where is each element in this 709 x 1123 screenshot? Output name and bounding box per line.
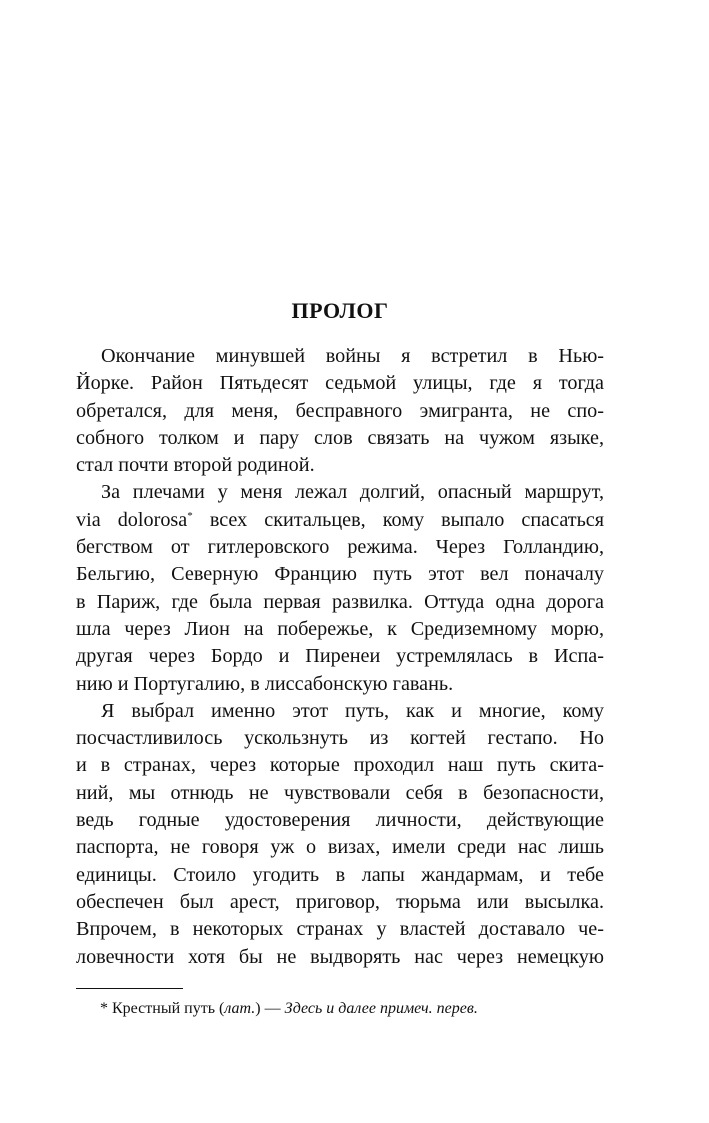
paragraph-2-line-5: в Париж, где была первая развилка. Оттуда одна дорога xyxy=(76,590,604,613)
paragraph-3-line-3: и в странах, через которые проходил наш путь скита- xyxy=(76,754,604,777)
paragraph-3-line-4: ний, мы отнюдь не чувствовали себя в безопасности, xyxy=(76,781,604,804)
footnote-divider xyxy=(76,988,183,989)
paragraph-1-line-4: собного толком и пару слов связать на чужом языке, xyxy=(76,426,604,449)
paragraph-2-line-4: Бельгию, Северную Францию путь этот вел поначалу xyxy=(76,563,604,586)
paragraph-3-line-6: паспорта, не говоря уж о визах, имели среди нас лишь xyxy=(76,836,604,859)
paragraph-3-line-5: ведь годные удостоверения личности, действующие xyxy=(76,809,604,832)
footnote-paren-open: ( xyxy=(219,1000,225,1017)
paragraph-2-line-8: нию и Португалию, в лиссабонскую гавань. xyxy=(76,672,454,695)
latin-phrase: via dolorosa xyxy=(76,508,188,531)
paragraph-2-line-3: бегством от гитлеровского режима. Через Голландию, xyxy=(76,536,604,559)
paragraph-3-line-10: ловечности хотя бы не выдворять нас через немецкую xyxy=(76,945,604,968)
paragraph-2-line-1: За плечами у меня лежал долгий, опасный маршрут, xyxy=(101,481,604,504)
body-text xyxy=(76,343,604,971)
footnote-paren-close: ) xyxy=(255,1000,261,1017)
paragraph-1-line-2: Йорке. Район Пятьдесят седьмой улицы, где я тогда xyxy=(76,372,604,395)
paragraph-3-line-7: единицы. Стоило угодить в лапы жандармам, и тебе xyxy=(76,863,604,886)
paragraph-3-line-1: Я выбрал именно этот путь, как и многие, кому xyxy=(101,699,604,722)
footnote xyxy=(100,998,478,1020)
paragraph-1-line-3: обретался, для меня, бесправного эмигранта, не спо- xyxy=(76,399,604,422)
chapter-title: ПРОЛОГ xyxy=(291,298,389,323)
footnote-marker[interactable]: * xyxy=(187,509,193,522)
footnote-translation: Крестный путь xyxy=(112,1000,215,1017)
paragraph-2-line-6: шла через Лион на побережье, к Средиземному морю, xyxy=(76,617,604,640)
paragraph-1-line-1: Окончание минувшей войны я встретил в Нью- xyxy=(101,345,604,367)
paragraph-3-line-2: посчастливилось ускользнуть из когтей гестапо. Но xyxy=(76,727,604,750)
footnote-dash: — xyxy=(264,1000,281,1017)
paragraph-2-line-2 xyxy=(76,507,604,534)
paragraph-3-line-9: Впрочем, в некоторых странах у властей доставало че- xyxy=(76,918,604,941)
paragraph-2-line-7: другая через Бордо и Пиренеи устремлялась в Испа- xyxy=(76,645,604,668)
paragraph-2-line-2-rest: всех скитальцев, кому выпало спасаться xyxy=(209,508,605,531)
footnote-language: лат. xyxy=(224,1000,256,1017)
paragraph-1-line-5: стал почти второй родиной. xyxy=(76,454,315,477)
footnote-note: Здесь и далее примеч. перев. xyxy=(284,1000,478,1017)
footnote-marker-label: * xyxy=(100,1000,108,1017)
paragraph-3-line-8: обеспечен был арест, приговор, тюрьма или высылка. xyxy=(76,890,604,913)
